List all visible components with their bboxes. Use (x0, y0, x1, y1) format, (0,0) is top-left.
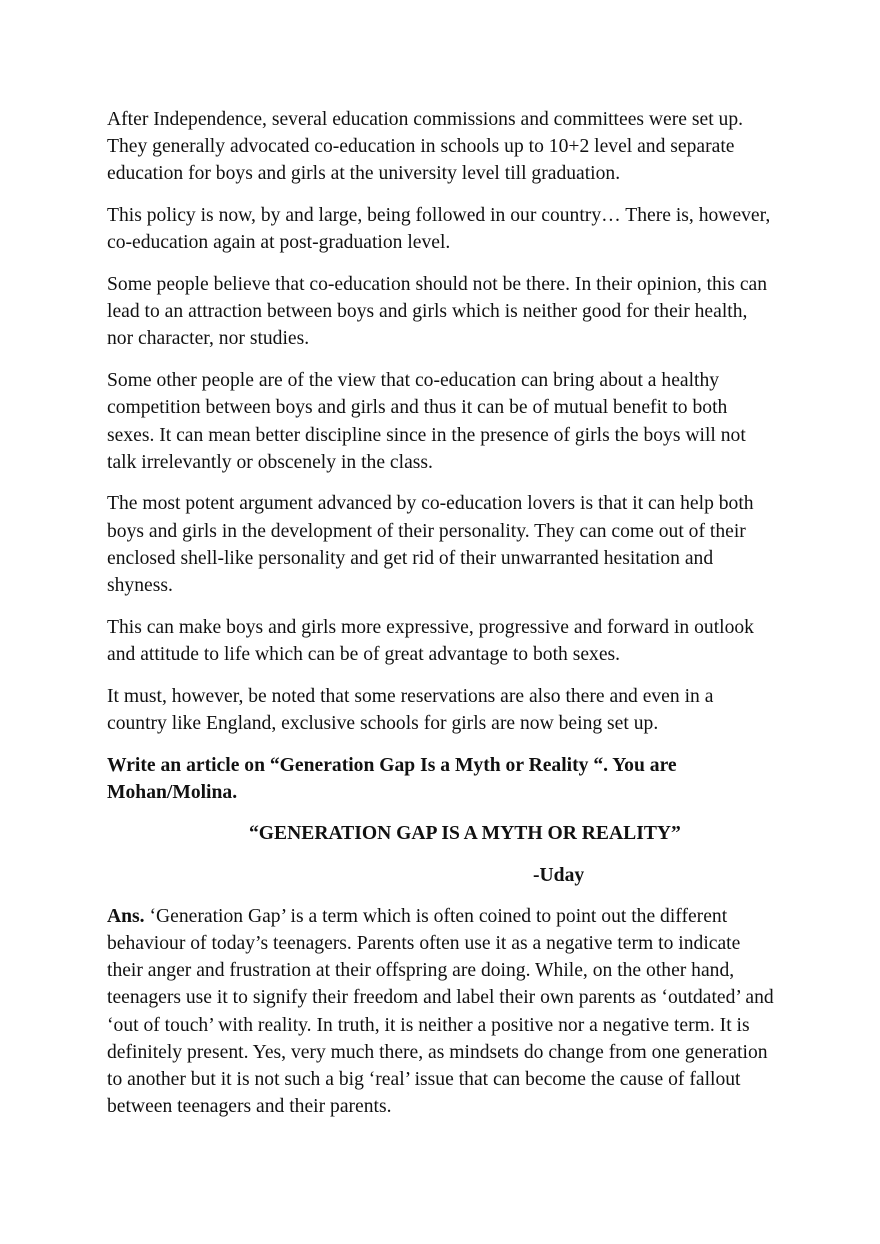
paragraph: This policy is now, by and large, being followed in our country… There is, however, co-education again at post-graduation level. (107, 205, 771, 254)
article-title: “GENERATION GAP IS A MYTH OR REALITY” (249, 823, 681, 845)
answer-label: Ans. (107, 905, 145, 927)
paragraph: It must, however, be noted that some reservations are also there and even in a country like England, exclusive schools for girls are now being set up. (107, 685, 714, 734)
question-prompt: Write an article on “Generation Gap Is a Myth or Reality “. You are Mohan/Molina. (107, 754, 677, 803)
paragraph: After Independence, several education commissions and committees were set up. They generally advocated co-education in schools up to 10+2 level and separate education for boys and girls at the university level till graduation. (107, 109, 744, 185)
article-author: -Uday (533, 864, 585, 886)
paragraph: This can make boys and girls more expressive, progressive and forward in outlook and attitude to life which can be of great advantage to both sexes. (107, 616, 754, 665)
paragraph: Some other people are of the view that co-education can bring about a healthy competition between boys and girls and thus it can be of mutual benefit to both sexes. It can mean better discipline since in the presence of girls the boys will not talk irrelevantly or obscenely in the class. (107, 370, 746, 473)
paragraph: The most potent argument advanced by co-education lovers is that it can help both boys and girls in the development of their personality. They can come out of their enclosed shell-like personality and get rid of their unwarranted hesitation and shyness. (107, 493, 754, 597)
answer-text: ‘Generation Gap’ is a term which is often coined to point out the different behaviour of today’s teenagers. Parents often use it as a negative term to indicate their anger and frustration at their offspring are doing. While, on the other hand, teenagers use it to signify their freedom and label their own parents as ‘outdated’ and ‘out of touch’ with reality. In truth, it is neither a positive nor a negative term. It is definitely present. Yes, very much there, as mindsets do change from one generation to another but it is not such a big ‘real’ issue that can become the cause of fallout between teenagers and their parents. (107, 905, 774, 1118)
answer-paragraph (107, 903, 777, 1121)
document-page (107, 106, 777, 1135)
paragraph: Some people believe that co-education should not be there. In their opinion, this can lead to an attraction between boys and girls which is neither good for their health, nor character, nor studies. (107, 274, 768, 350)
